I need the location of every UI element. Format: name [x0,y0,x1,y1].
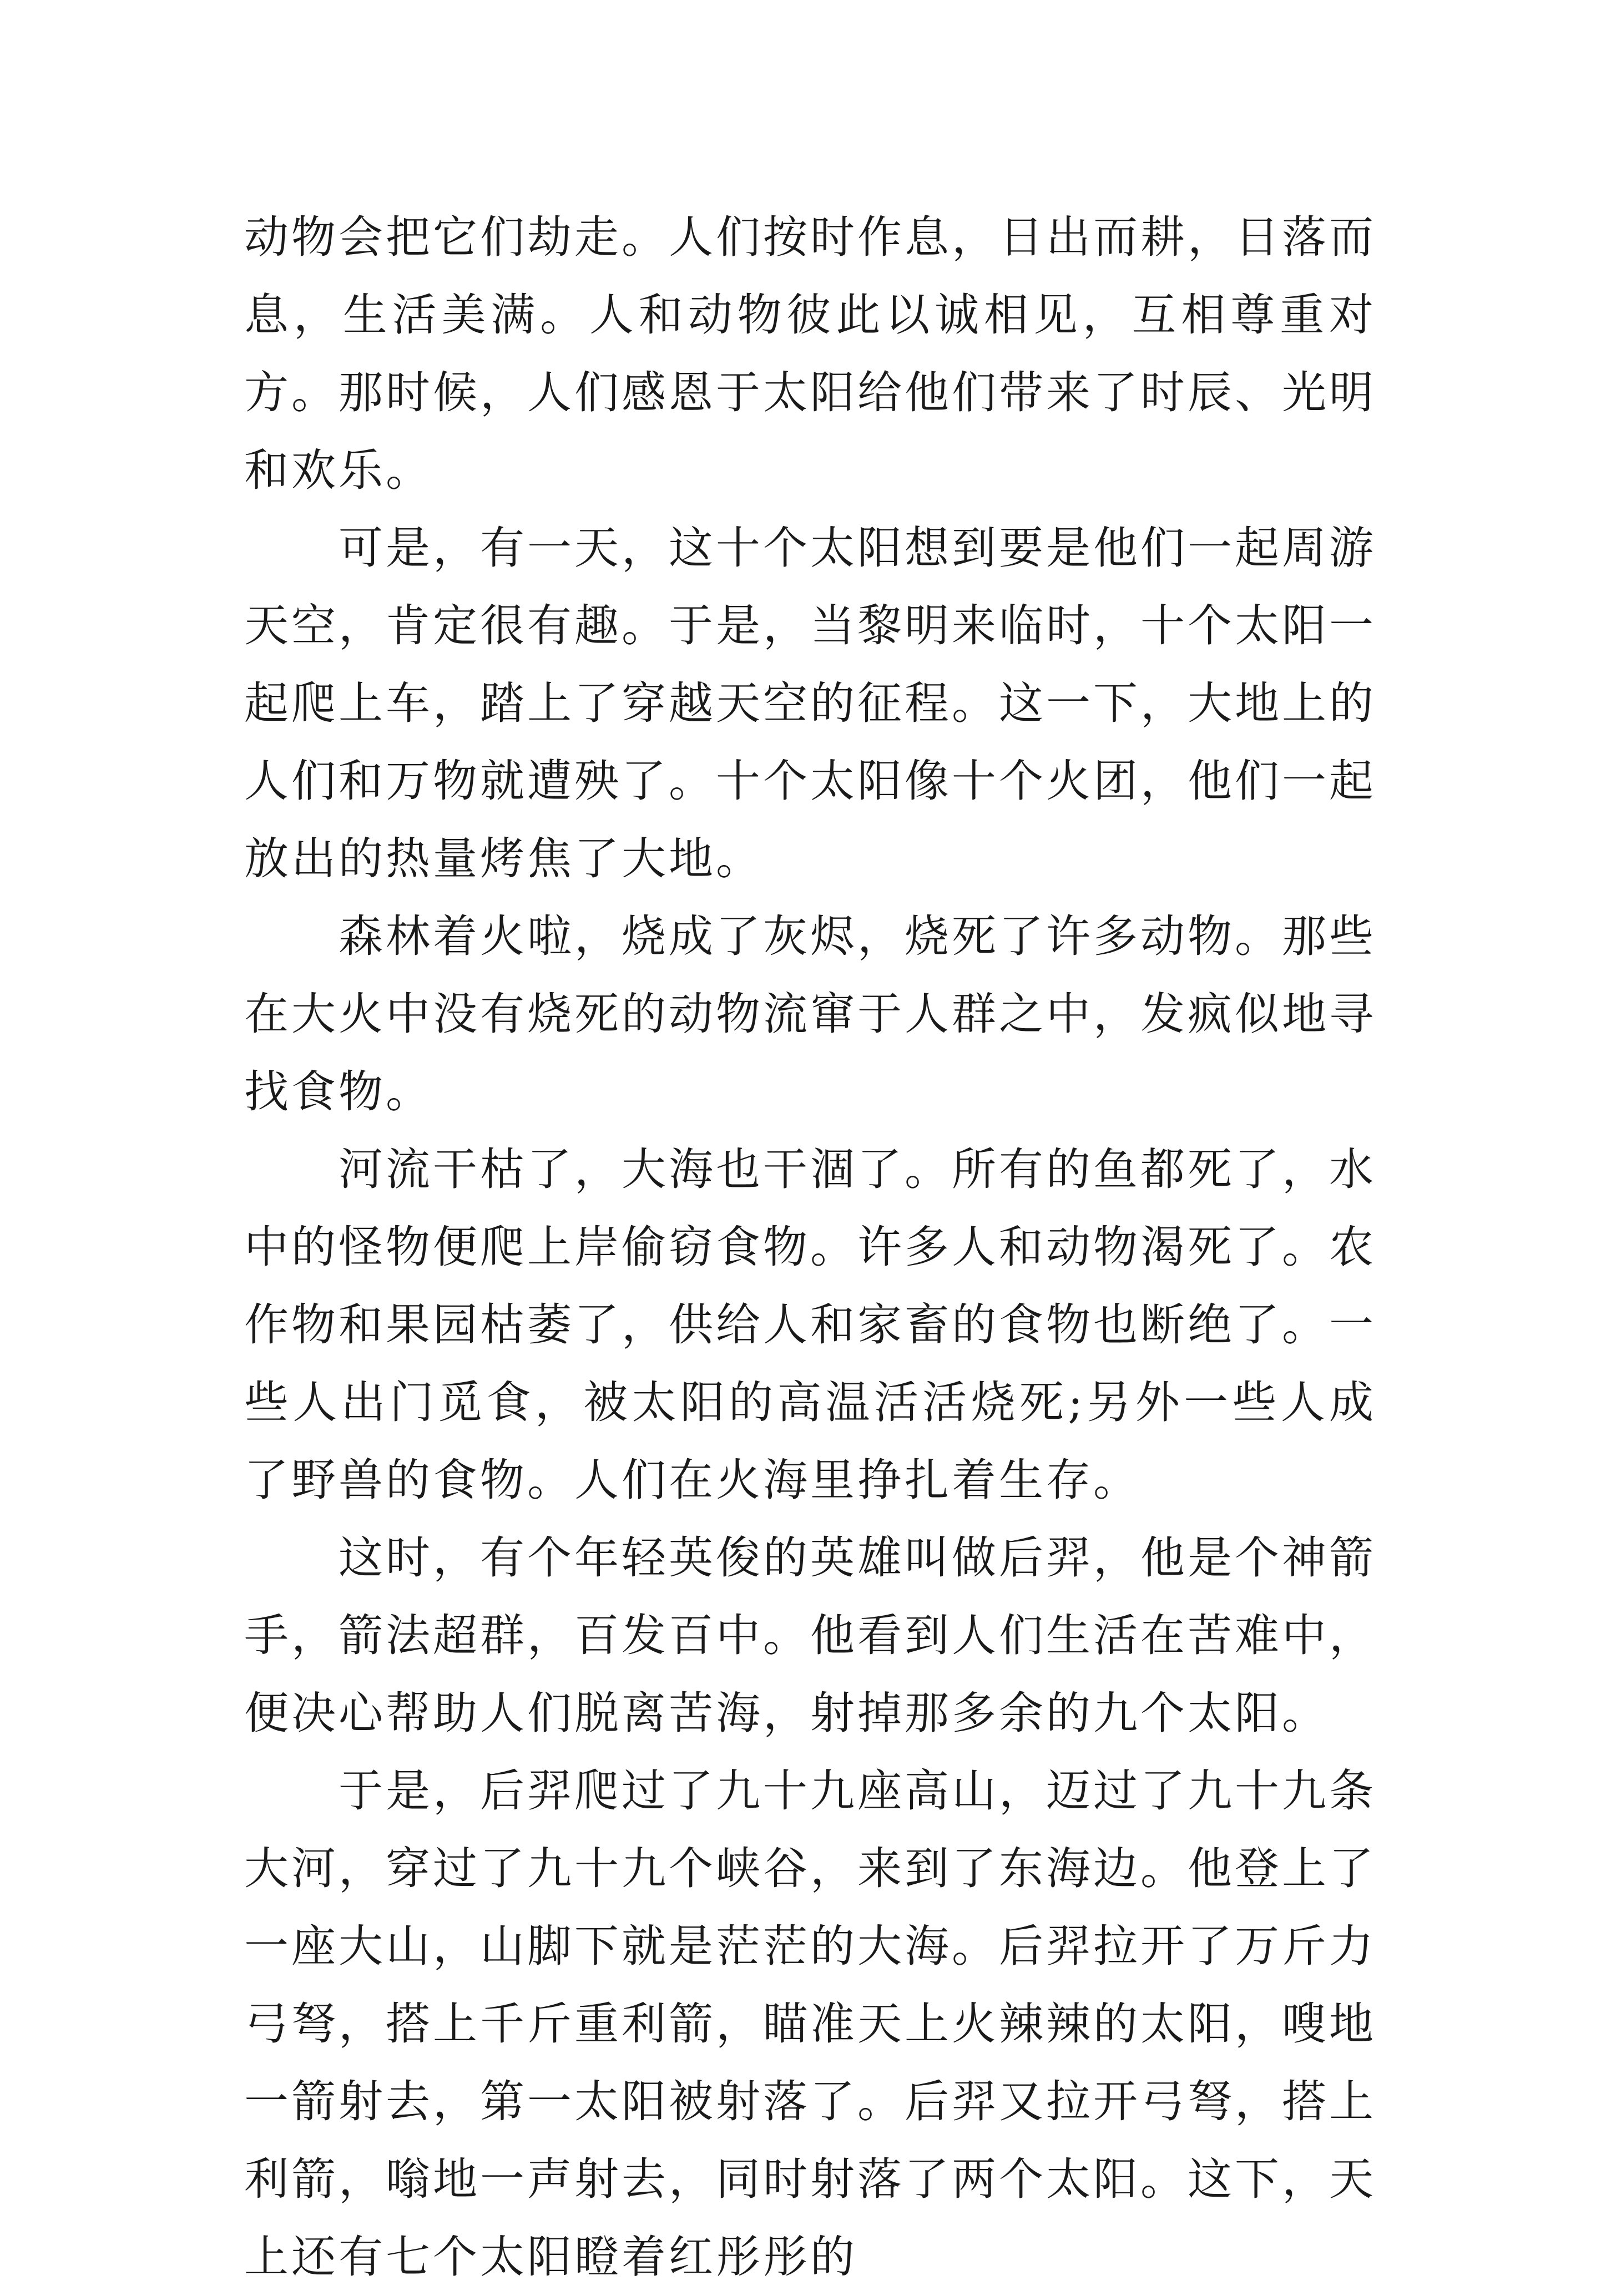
paragraph-continuation: 动物会把它们劫走。人们按时作息，日出而耕，日落而息，生活美满。人和动物彼此以诚相见，互相尊重对方。那时候，人们感恩于太阳给他们带来了时辰、光明和欢乐。 [244,211,1376,496]
paragraph: 于是，后羿爬过了九十九座高山，迈过了九十九条大河，穿过了九十九个峡谷，来到了东海边。他登上了一座大山，山脚下就是茫茫的大海。后羿拉开了万斤力弓弩，搭上千斤重利箭，瞄准天上火辣辣的太阳，嗖地一箭射去，第一太阳被射落了。后羿又拉开弓弩，搭上利箭，嗡地一声射去，同时射落了两个太阳。这下，天上还有七个太阳瞪着红彤彤的 [244,1765,1376,2283]
paragraph: 河流干枯了，大海也干涸了。所有的鱼都死了，水中的怪物便爬上岸偷窃食物。许多人和动物渴死了。农作物和果园枯萎了，供给人和家畜的食物也断绝了。一些人出门觅食，被太阳的高温活活烧死;另外一些人成了野兽的食物。人们在火海里挣扎着生存。 [244,1144,1376,1506]
paragraph: 森林着火啦，烧成了灰烬，烧死了许多动物。那些在大火中没有烧死的动物流窜于人群之中，发疯似地寻找食物。 [244,911,1376,1117]
paragraph: 这时，有个年轻英俊的英雄叫做后羿，他是个神箭手，箭法超群，百发百中。他看到人们生活在苦难中，便决心帮助人们脱离苦海，射掉那多余的九个太阳。 [244,1532,1376,1739]
paragraph: 可是，有一天，这十个太阳想到要是他们一起周游天空，肯定很有趣。于是，当黎明来临时，十个太阳一起爬上车，踏上了穿越天空的征程。这一下，大地上的人们和万物就遭殃了。十个太阳像十个火团，他们一起放出的热量烤焦了大地。 [244,522,1376,884]
body-text [244,199,1376,2296]
